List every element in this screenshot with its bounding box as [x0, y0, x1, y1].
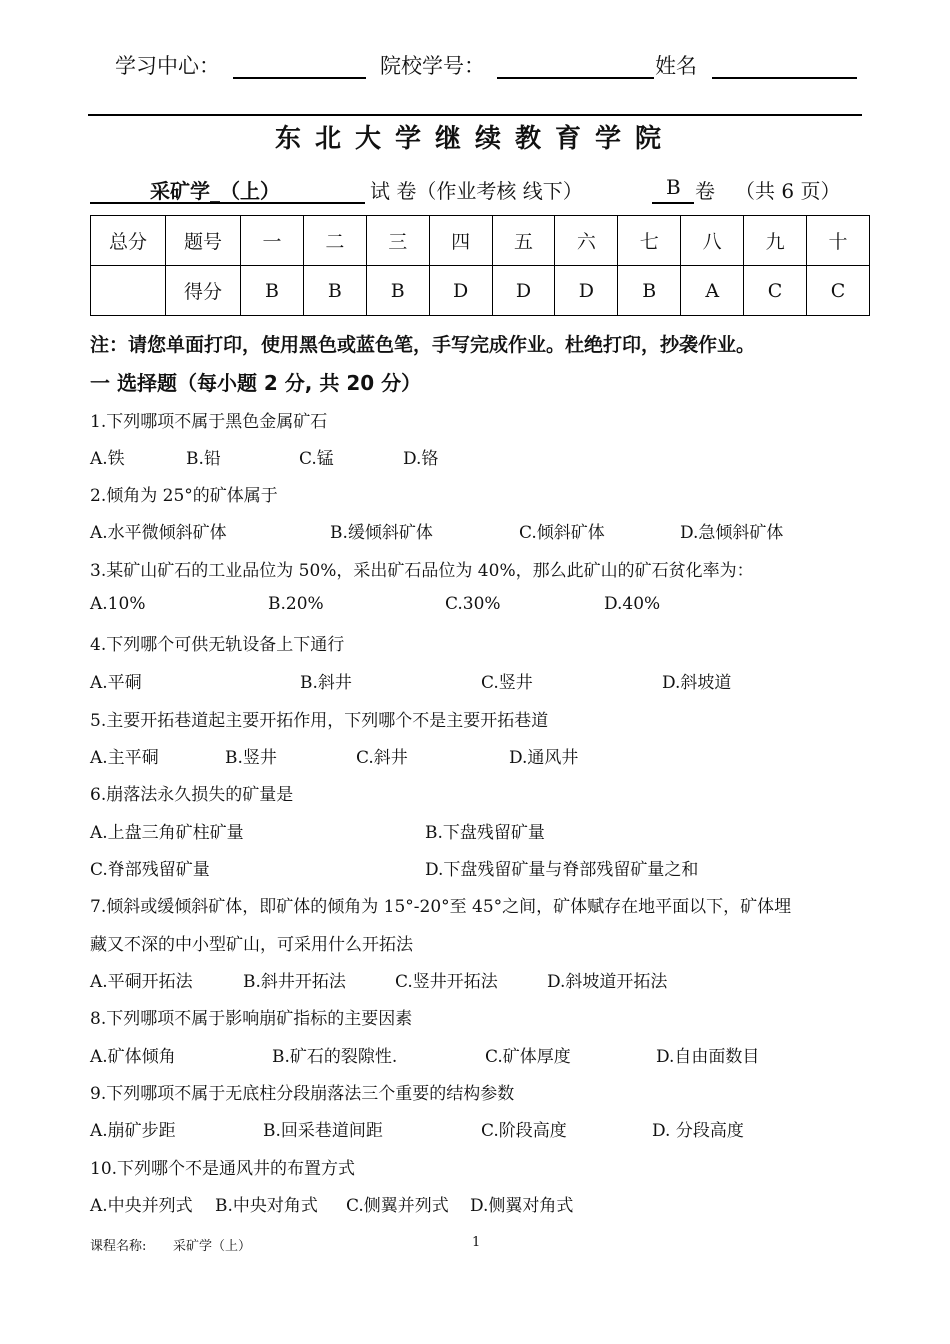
- q1-option-b: B.铅: [186, 449, 221, 469]
- course-title: 采矿学_（上）: [150, 179, 280, 203]
- school-id-blank[interactable]: [497, 77, 654, 79]
- answer-cell: D: [429, 266, 492, 316]
- q4-option-c: C.竖井: [481, 673, 533, 693]
- question-5: 5.主要开拓巷道起主要开拓作用，下列哪个不是主要开拓巷道: [90, 711, 549, 731]
- name-label: 姓名: [655, 54, 697, 78]
- q7-option-c: C.竖井开拓法: [395, 972, 498, 992]
- question-number-cell: 十: [807, 216, 870, 266]
- question-3: 3.某矿山矿石的工业品位为 50%，采出矿石品位为 40%，那么此矿山的矿石贫化率为：: [90, 561, 754, 581]
- answer-cell: A: [681, 266, 744, 316]
- question-number-label: 题号: [166, 216, 241, 266]
- question-9: 9.下列哪项不属于无底柱分段崩落法三个重要的结构参数: [90, 1084, 515, 1104]
- footer-course-label: 课程名称:: [90, 1239, 147, 1254]
- q6-option-d: D.下盘残留矿量与脊部残留矿量之和: [425, 860, 699, 880]
- q2-option-b: B.缓倾斜矿体: [330, 523, 433, 543]
- question-10: 10.下列哪个不是通风井的布置方式: [90, 1159, 356, 1179]
- question-6: 6.崩落法永久损失的矿量是: [90, 785, 294, 805]
- q8-option-c: C.矿体厚度: [485, 1047, 571, 1067]
- header-divider: [88, 114, 862, 116]
- q6-option-c: C.脊部残留矿量: [90, 860, 210, 880]
- question-8: 8.下列哪项不属于影响崩矿指标的主要因素: [90, 1009, 413, 1029]
- q7-option-d: D.斜坡道开拓法: [547, 972, 668, 992]
- question-1: 1.下列哪项不属于黑色金属矿石: [90, 412, 328, 432]
- total-score-cell[interactable]: [91, 266, 166, 316]
- page-number: 1: [472, 1235, 481, 1250]
- q10-option-d: D.侧翼对角式: [470, 1196, 574, 1216]
- answer-cell: D: [555, 266, 618, 316]
- footer-course-name: 采矿学（上）: [173, 1239, 252, 1254]
- answer-cell: B: [303, 266, 366, 316]
- name-blank[interactable]: [712, 77, 857, 79]
- question-number-cell: 五: [492, 216, 555, 266]
- paper-suffix: 卷: [695, 179, 715, 203]
- question-number-row: [91, 216, 870, 266]
- q9-option-b: B.回采巷道间距: [263, 1121, 383, 1141]
- q5-option-b: B.竖井: [225, 748, 277, 768]
- question-7: 7.倾斜或缓倾斜矿体，即矿体的倾角为 15°-20°至 45°之间，矿体赋存在地平面以下，矿体埋: [90, 897, 792, 917]
- question-number-cell: 九: [744, 216, 807, 266]
- paper-version: B: [666, 175, 681, 199]
- question-number-cell: 三: [366, 216, 429, 266]
- q10-option-a: A.中央并列式: [90, 1196, 193, 1216]
- page-title: 东北大学继续教育学院: [274, 124, 675, 154]
- q1-option-a: A.铁: [90, 449, 125, 469]
- q6-option-a: A.上盘三角矿柱矿量: [90, 823, 244, 843]
- q8-option-d: D.自由面数目: [656, 1047, 760, 1067]
- q2-option-a: A.水平微倾斜矿体: [90, 523, 227, 543]
- question-number-cell: 六: [555, 216, 618, 266]
- q5-option-a: A.主平硐: [90, 748, 159, 768]
- section-title: 一 选择题（每小题 2 分, 共 20 分）: [90, 371, 422, 395]
- q3-option-b: B.20%: [268, 594, 324, 614]
- question-2: 2.倾角为 25°的矿体属于: [90, 486, 278, 506]
- instruction-note: 注：请您单面打印，使用黑色或蓝色笔，手写完成作业。杜绝打印，抄袭作业。: [90, 334, 756, 356]
- answer-cell: B: [366, 266, 429, 316]
- answer-cell: C: [744, 266, 807, 316]
- q6-option-b: B.下盘残留矿量: [425, 823, 545, 843]
- q4-option-a: A.平硐: [90, 673, 142, 693]
- question-number-cell: 七: [618, 216, 681, 266]
- q3-option-d: D.40%: [604, 594, 661, 614]
- q8-option-b: B.矿石的裂隙性.: [272, 1047, 398, 1067]
- q2-option-c: C.倾斜矿体: [519, 523, 605, 543]
- q5-option-d: D.通风井: [509, 748, 579, 768]
- q8-option-a: A.矿体倾角: [90, 1047, 176, 1067]
- course-underline: [90, 202, 365, 204]
- learning-center-label: 学习中心：: [115, 54, 220, 78]
- answer-cell: B: [241, 266, 304, 316]
- q9-option-c: C.阶段高度: [481, 1121, 567, 1141]
- answer-cell: D: [492, 266, 555, 316]
- question-number-cell: 八: [681, 216, 744, 266]
- question-4: 4.下列哪个可供无轨设备上下通行: [90, 635, 345, 655]
- learning-center-blank[interactable]: [233, 77, 366, 79]
- q4-option-d: D.斜坡道: [662, 673, 732, 693]
- q7-option-a: A.平硐开拓法: [90, 972, 193, 992]
- answer-cell: B: [618, 266, 681, 316]
- q7-option-b: B.斜井开拓法: [243, 972, 346, 992]
- exam-description: 试 卷（作业考核 线下）: [370, 179, 583, 203]
- q9-option-d: D. 分段高度: [652, 1121, 744, 1141]
- q5-option-c: C.斜井: [356, 748, 408, 768]
- q9-option-a: A.崩矿步距: [90, 1121, 176, 1141]
- q10-option-c: C.侧翼并列式: [346, 1196, 449, 1216]
- q2-option-d: D.急倾斜矿体: [680, 523, 784, 543]
- q10-option-b: B.中央对角式: [215, 1196, 318, 1216]
- question-7-continued: 藏又不深的中小型矿山，可采用什么开拓法: [90, 935, 413, 955]
- q4-option-b: B.斜井: [300, 673, 352, 693]
- answer-cell: C: [807, 266, 870, 316]
- score-row: [91, 266, 870, 316]
- q1-option-d: D.铬: [403, 449, 439, 469]
- score-table: [90, 215, 870, 316]
- score-label: 得分: [166, 266, 241, 316]
- question-number-cell: 二: [303, 216, 366, 266]
- q3-option-c: C.30%: [445, 594, 501, 614]
- q1-option-c: C.锰: [299, 449, 334, 469]
- page-count: （共 6 页）: [735, 179, 841, 203]
- school-id-label: 院校学号：: [380, 54, 485, 78]
- q3-option-a: A.10%: [90, 594, 146, 614]
- question-number-cell: 四: [429, 216, 492, 266]
- total-score-label: 总分: [91, 216, 166, 266]
- paper-version-underline: [652, 202, 694, 204]
- question-number-cell: 一: [241, 216, 304, 266]
